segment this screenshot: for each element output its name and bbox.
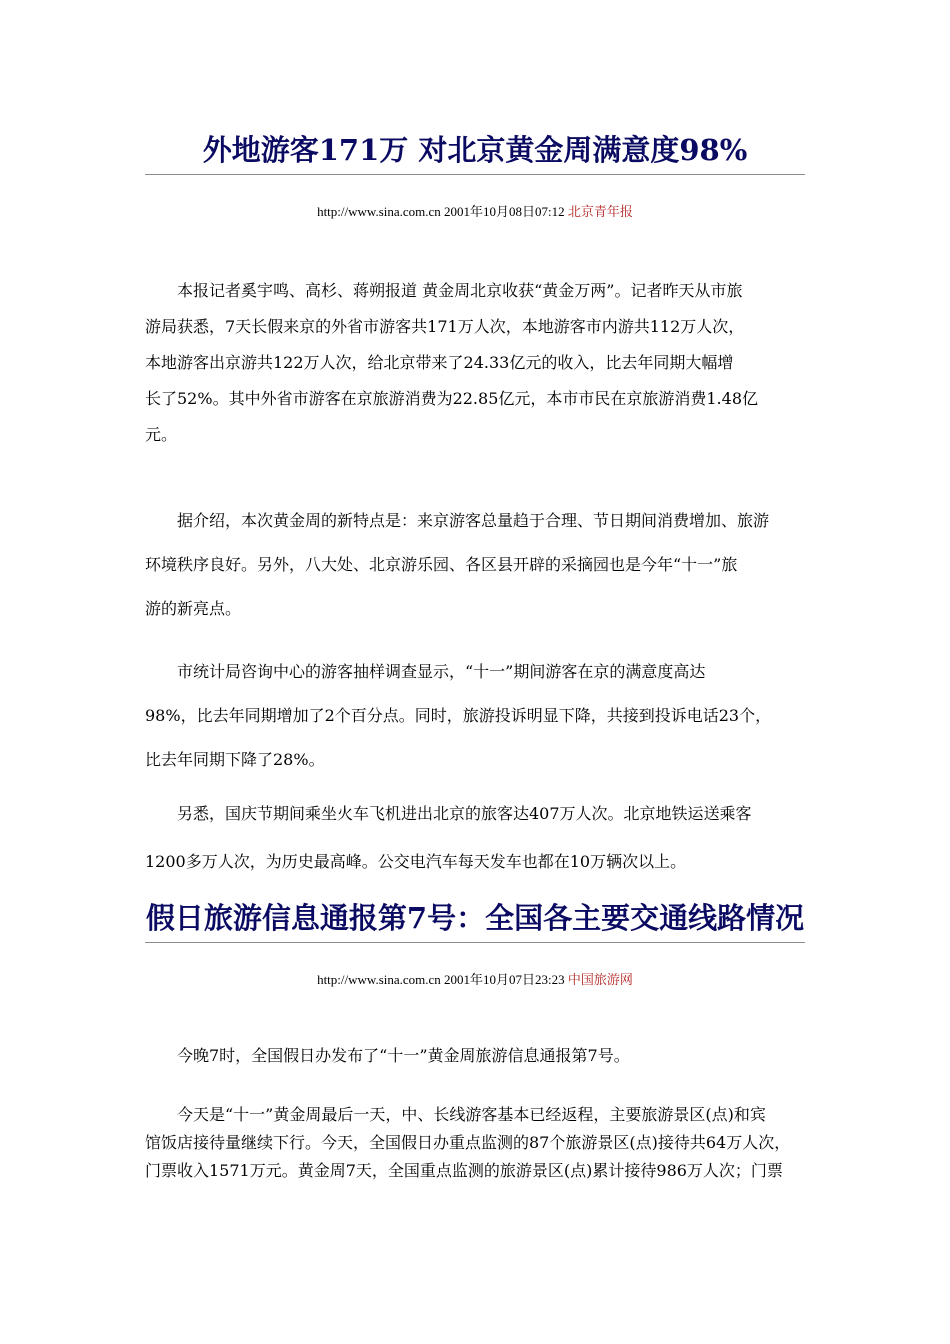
text-line: 今天是“十一”黄金周最后一天，中、长线游客基本已经返程，主要旅游景区(点)和宾 — [145, 1105, 766, 1124]
text-line: 游的新亮点。 — [145, 599, 242, 618]
text-line: 馆饭店接待量继续下行。今天，全国假日办重点监测的87个旅游景区(点)接待共64万人次， — [145, 1133, 791, 1152]
text-line: 环境秩序良好。另外，八大处、北京游乐园、各区县开辟的采摘园也是今年“十一”旅 — [145, 555, 738, 574]
text-line: 1200多万人次，为历史最高峰。公交电汽车每天发车也都在10万辆次以上。 — [145, 852, 687, 871]
article-2-meta — [145, 971, 805, 989]
article-1-paragraph-1 — [145, 273, 808, 453]
text-line: 今晚7时，全国假日办发布了“十一”黄金周旅游信息通报第7号。 — [145, 1046, 630, 1065]
article-1-source-link[interactable]: 北京青年报 — [567, 204, 633, 219]
text-line: 比去年同期下降了28%。 — [145, 750, 325, 769]
article-2-divider — [145, 942, 805, 943]
text-line: 另悉，国庆节期间乘坐火车飞机进出北京的旅客达407万人次。北京地铁运送乘客 — [145, 804, 752, 823]
text-line: 长了52%。其中外省市游客在京旅游消费为22.85亿元，本市市民在京旅游消费1.48亿 — [145, 389, 758, 408]
article-1-paragraph-4 — [145, 790, 808, 886]
article-1-title: 外地游客171万 对北京黄金周满意度98% — [202, 133, 748, 167]
article-1-paragraph-3 — [145, 650, 808, 782]
article-1-divider — [145, 174, 805, 175]
text-line: 门票收入1571万元。黄金周7天，全国重点监测的旅游景区(点)累计接待986万人次；门票 — [145, 1161, 783, 1180]
text-line: 98%，比去年同期增加了2个百分点。同时，旅游投诉明显下降，共接到投诉电话23个， — [145, 706, 772, 725]
text-line: 市统计局咨询中心的游客抽样调查显示，“十一”期间游客在京的满意度高达 — [145, 662, 706, 681]
article-1-paragraph-2 — [145, 499, 808, 631]
text-line: 游局获悉，7天长假来京的外省市游客共171万人次，本地游客市内游共112万人次， — [145, 317, 745, 336]
text-line: 元。 — [145, 425, 178, 444]
article-2-meta-url: http://www.sina.com.cn 2001年10月07日23:23 — [317, 972, 568, 987]
text-line: 本地游客出京游共122万人次，给北京带来了24.33亿元的收入，比去年同期大幅增 — [145, 353, 734, 372]
article-2-title: 假日旅游信息通报第7号：全国各主要交通线路情况 — [145, 901, 805, 935]
article-1-meta — [145, 203, 805, 221]
text-line: 本报记者奚宇鸣、高杉、蒋朔报道 黄金周北京收获“黄金万两”。记者昨天从市旅 — [145, 281, 743, 300]
article-1-meta-url: http://www.sina.com.cn 2001年10月08日07:12 — [317, 204, 568, 219]
text-line: 据介绍，本次黄金周的新特点是：来京游客总量趋于合理、节日期间消费增加、旅游 — [145, 511, 770, 530]
article-2-paragraph-2 — [145, 1101, 808, 1185]
article-2-paragraph-1 — [145, 1043, 808, 1069]
article-2-source-link[interactable]: 中国旅游网 — [567, 972, 633, 987]
